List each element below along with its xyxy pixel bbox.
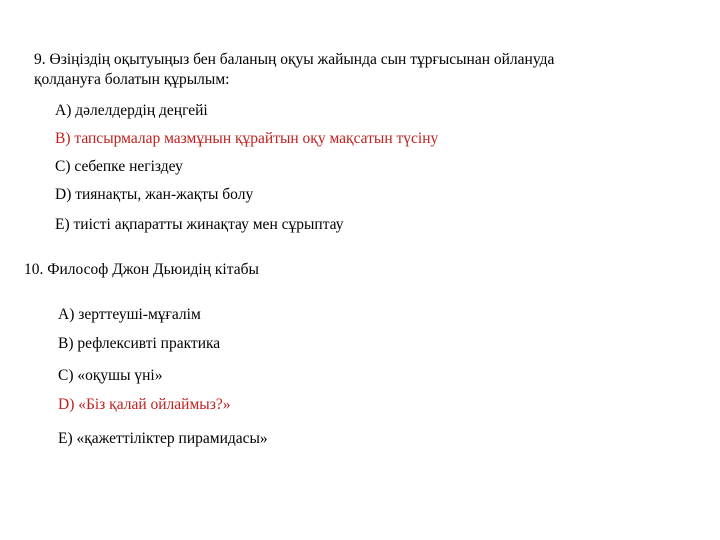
q9-option-b-correct: B) тапсырмалар мазмұнын құрайтын оқу мақсатын түсіну <box>55 130 439 147</box>
q9-option-e: E) тиісті ақпаратты жинақтау мен сұрыптау <box>55 216 344 233</box>
question-10-text: 10. Философ Джон Дьюидің кітабы <box>24 261 259 278</box>
q10-option-c: C) «оқушы үні» <box>58 367 163 384</box>
q10-option-e: E) «қажеттіліктер пирамидасы» <box>58 430 268 447</box>
q10-option-b: B) рефлексивті практика <box>58 335 221 352</box>
question-9-text-line2: қолдануға болатын құрылым: <box>34 71 230 88</box>
question-9-text-line1: 9. Өзіңіздің оқытуыңыз бен баланың оқуы жайында сын тұрғысынан ойлануда <box>34 51 555 68</box>
q10-option-d-correct: D) «Біз қалай ойлаймыз?» <box>58 396 231 413</box>
q9-option-a: A) дәлелдердің деңгейі <box>55 102 208 119</box>
q9-option-d: D) тиянақты, жан-жақты болу <box>55 186 254 203</box>
q9-option-c: C) себепке негіздеу <box>55 158 183 175</box>
q10-option-a: A) зерттеуші-мұғалім <box>58 306 201 323</box>
